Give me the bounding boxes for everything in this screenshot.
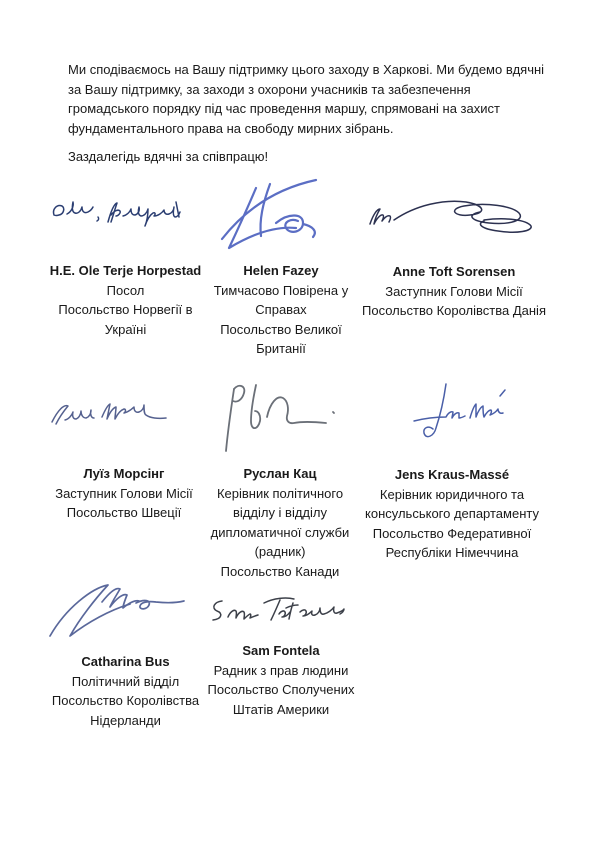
signature-anne-toft-sorensen bbox=[364, 193, 546, 237]
text-line: Керівник політичного bbox=[216, 485, 344, 501]
signatory-role bbox=[38, 281, 213, 340]
text-line: Тимчасово Повірена у bbox=[213, 282, 349, 298]
signatory-block-morsing bbox=[38, 464, 210, 523]
signatory-block-horpestad bbox=[38, 261, 213, 339]
signature-catharina-bus bbox=[44, 580, 190, 642]
text-line: (радник) bbox=[254, 544, 306, 560]
signatory-role bbox=[348, 485, 556, 563]
signatory-name: Jens Kraus-Massé bbox=[394, 467, 510, 482]
text-line: Посольство Норвегії в bbox=[58, 302, 193, 318]
signatory-role bbox=[38, 672, 213, 731]
signatory-role bbox=[197, 484, 363, 582]
signature-louise-morsing bbox=[44, 393, 170, 433]
text-line: Заступник Голови Місії bbox=[55, 485, 193, 501]
signatory-block-kraus-masse bbox=[348, 465, 556, 563]
signatory-name: Anne Toft Sorensen bbox=[392, 264, 516, 279]
text-line: Штатів Америки bbox=[232, 701, 330, 717]
text-line: Нідерланди bbox=[90, 712, 161, 728]
signatory-role bbox=[200, 661, 362, 720]
signature-jens-kraus-masse bbox=[412, 380, 512, 444]
text-line: Справах bbox=[255, 302, 307, 318]
text-line: Політичний відділ bbox=[71, 673, 180, 689]
signatory-name: Руслан Кац bbox=[243, 466, 317, 481]
text-line: відділу і відділу bbox=[233, 505, 327, 521]
signatory-role bbox=[202, 281, 360, 359]
text-line: Посольство Королівства Данія bbox=[362, 303, 546, 319]
text-line: Посольство Федеративної bbox=[372, 525, 532, 541]
signatory-role bbox=[38, 484, 210, 523]
signatory-block-fontela bbox=[200, 641, 362, 719]
text-line: Радник з прав людини bbox=[213, 662, 349, 678]
text-line: Посольство Швеції bbox=[66, 505, 182, 521]
signatory-block-sorensen bbox=[356, 262, 552, 321]
signatory-name: Catharina Bus bbox=[81, 654, 170, 669]
letter-body-paragraph bbox=[68, 60, 550, 138]
letter-closing-line: Заздалегідь вдячні за співпрацю! bbox=[68, 149, 269, 164]
signatory-role bbox=[356, 282, 552, 321]
text-line: Посольство Королівства bbox=[51, 693, 200, 709]
signatory-name: H.E. Ole Terje Horpestad bbox=[49, 263, 202, 278]
text-line: Посольство Канади bbox=[220, 563, 340, 579]
signatory-block-kats bbox=[197, 464, 363, 582]
text-line: Керівник юридичного та bbox=[379, 486, 525, 502]
text-line: Ми сподіваємось на Вашу підтримку цього заходу в Харкові. Ми будемо вдячні bbox=[68, 62, 545, 77]
signatory-name: Sam Fontela bbox=[242, 643, 320, 658]
signature-ole-terje-horpestad bbox=[46, 194, 186, 234]
text-line: Україні bbox=[104, 321, 147, 337]
signature-sam-fontela bbox=[206, 592, 348, 628]
signature-helen-fazey bbox=[210, 175, 332, 255]
text-line: громадського порядку під час проведення маршу, спрямовані на захист bbox=[68, 101, 500, 117]
text-line: Республіки Німеччина bbox=[385, 545, 519, 561]
signatory-block-bus bbox=[38, 652, 213, 730]
signature-ruslan-kats bbox=[225, 381, 337, 459]
text-line: Посол bbox=[106, 282, 145, 298]
text-line: дипломатичної служби bbox=[210, 524, 350, 540]
text-line: за Вашу підтримку, за заходи з охорони учасників та забезпечення bbox=[68, 81, 471, 97]
text-line: Заступник Голови Місії bbox=[385, 283, 523, 299]
signatory-block-fazey bbox=[202, 261, 360, 359]
signatory-name: Helen Fazey bbox=[243, 263, 319, 278]
text-line: фундаментального права на свободу мирних зібрань. bbox=[68, 120, 394, 136]
signatory-name: Луїз Морсінг bbox=[83, 466, 165, 481]
text-line: Посольство Сполучених bbox=[207, 682, 355, 698]
text-line: Посольство Великої bbox=[220, 321, 342, 337]
text-line: Британії bbox=[256, 341, 306, 357]
text-line: консульського департаменту bbox=[365, 506, 539, 522]
